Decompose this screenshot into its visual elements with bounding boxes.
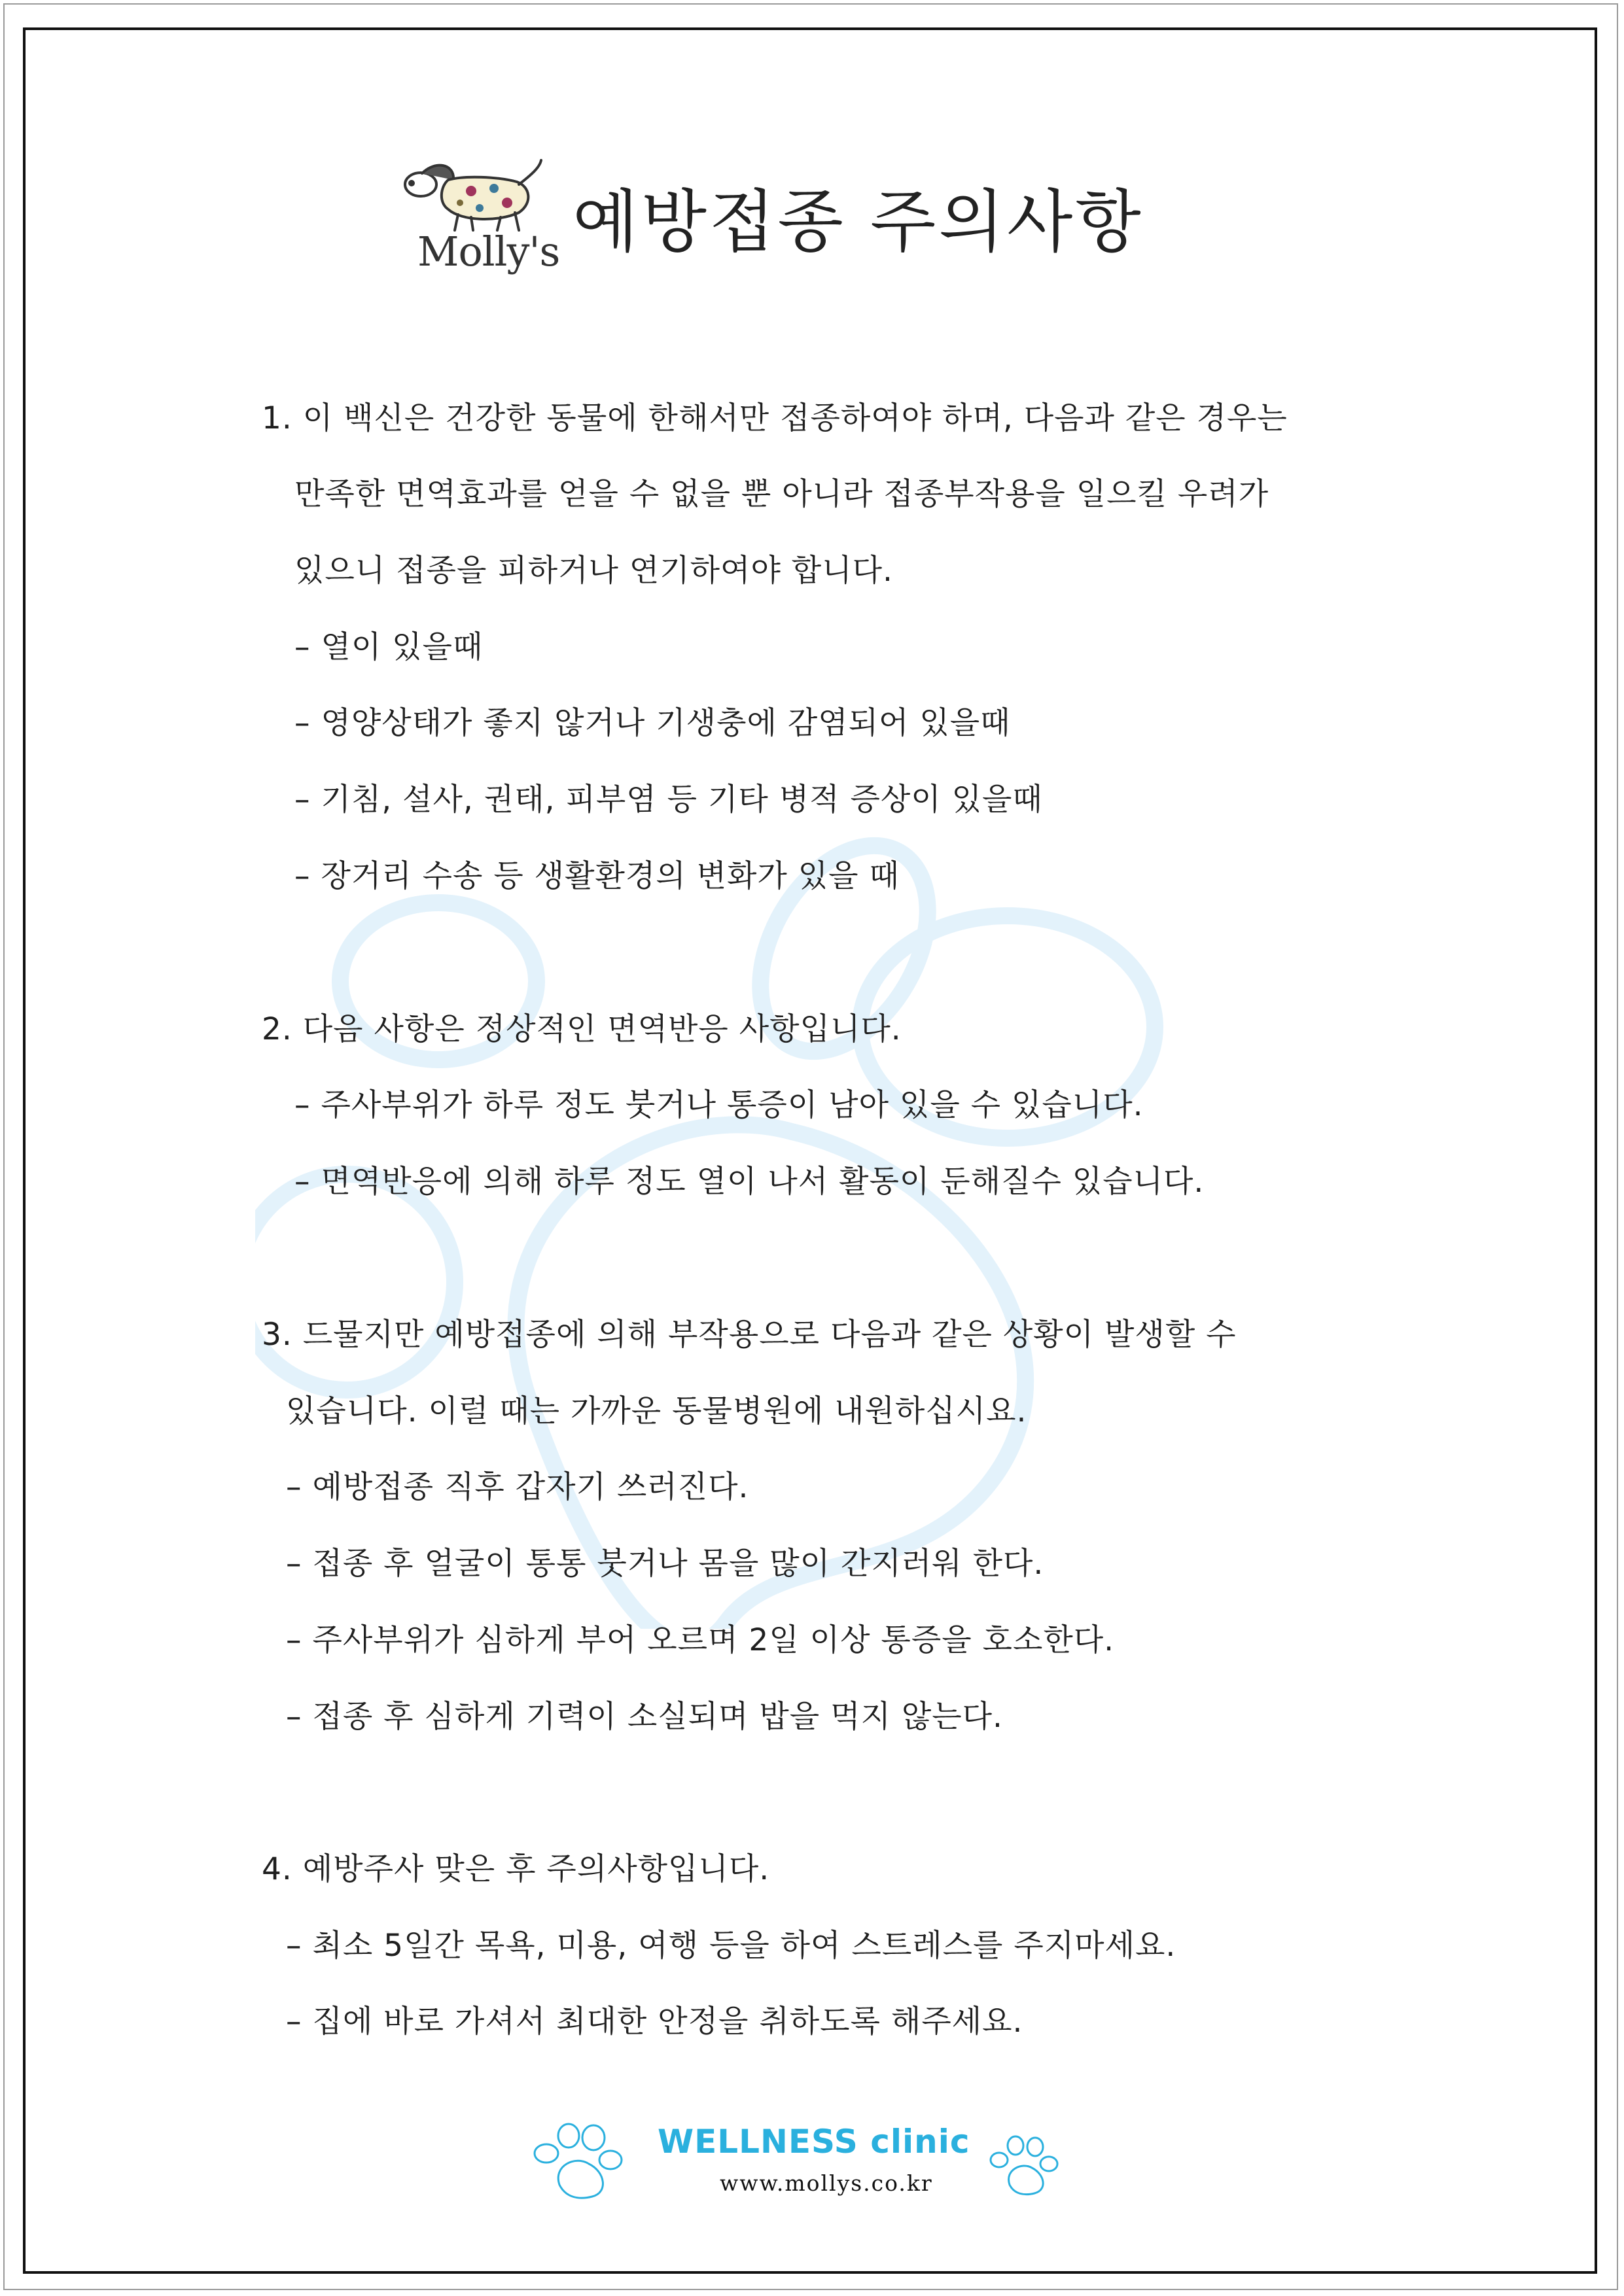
section-2-item: – 면역반응에 의해 하루 정도 열이 나서 활동이 둔해질수 있습니다. [294,1164,1205,1200]
section-1-item: – 열이 있을때 [294,629,484,665]
page-title: 예방접종 주의사항 [573,182,1144,262]
section-4-item: – 최소 5일간 목욕, 미용, 여행 등을 하여 스트레스를 주지마세요. [286,1928,1176,1964]
section-3-item: – 접종 후 심하게 기력이 소실되며 밥을 먹지 않는다. [286,1699,1003,1735]
section-3-item: – 예방접종 직후 갑자기 쓰러진다. [286,1469,749,1505]
paw-icon [985,2134,1063,2199]
section-1-line: 만족한 면역효과를 얻을 수 없을 뿐 아니라 접종부작용을 일으킬 우려가 [294,476,1269,512]
section-3-item: – 접종 후 얼굴이 통통 붓거나 몸을 많이 간지러워 한다. [286,1546,1044,1582]
section-1-line: 1. 이 백신은 건강한 동물에 한해서만 접종하여야 하며, 다음과 같은 경우는 [262,400,1288,436]
section-3-item: – 주사부위가 심하게 부어 오르며 2일 이상 통증을 호소한다. [286,1622,1115,1658]
section-3-line: 3. 드물지만 예방접종에 의해 부작용으로 다음과 같은 상황이 발생할 수 [262,1317,1237,1353]
logo-text: Molly's [417,228,560,275]
section-1-line: 있으니 접종을 피하거나 연기하여야 합니다. [294,553,893,589]
brand-name: WELLNESS clinic [658,2123,970,2161]
section-2-item: – 주사부위가 하루 정도 붓거나 통증이 남아 있을 수 있습니다. [294,1087,1144,1123]
paw-icon [527,2119,631,2204]
website-link[interactable]: www.mollys.co.kr [720,2170,933,2196]
section-4-line: 4. 예방주사 맞은 후 주의사항입니다. [262,1851,770,1887]
section-2-line: 2. 다음 사항은 정상적인 면역반응 사항입니다. [262,1011,902,1047]
section-3-line: 있습니다. 이럴 때는 가까운 동물병원에 내원하십시요. [286,1393,1027,1429]
section-1-item: – 영양상태가 좋지 않거나 기생충에 감염되어 있을때 [294,705,1011,741]
section-1-item: – 장거리 수송 등 생활환경의 변화가 있을 때 [294,858,900,894]
section-4-item: – 집에 바로 가셔서 최대한 안정을 취하도록 해주세요. [286,2004,1023,2040]
section-1-item: – 기침, 설사, 권태, 피부염 등 기타 병적 증상이 있을때 [294,782,1043,818]
